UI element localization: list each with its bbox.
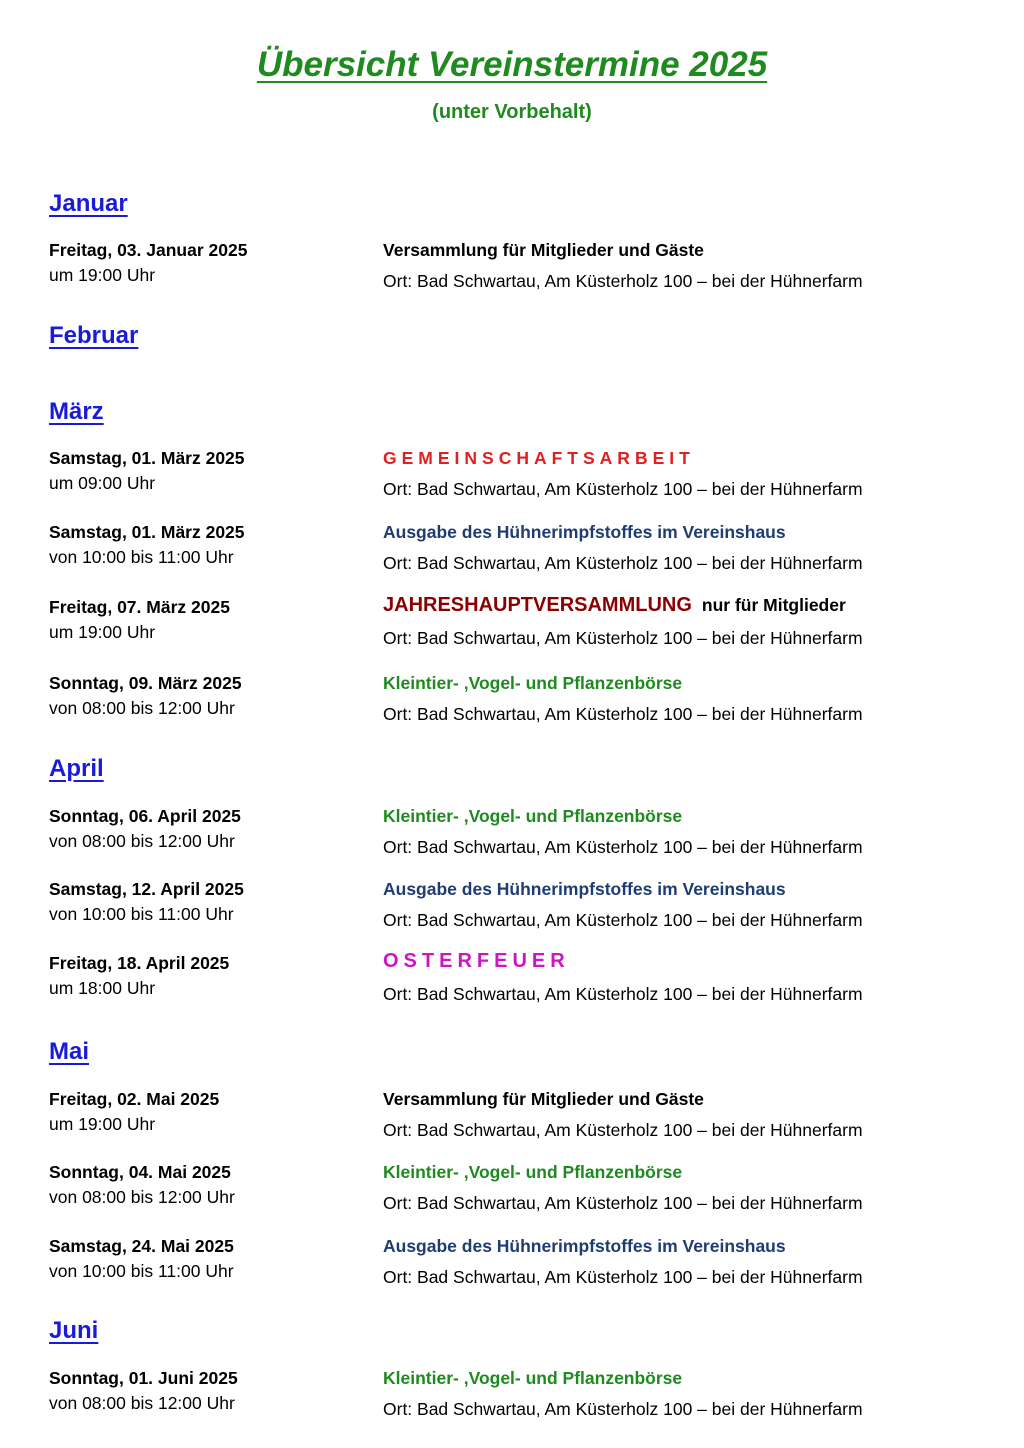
event-date: Freitag, 02. Mai 2025: [49, 1089, 220, 1109]
event-date: Freitag, 18. April 2025: [49, 953, 230, 973]
event-location: Ort: Bad Schwartau, Am Küsterholz 100 – bei der Hühnerfarm: [383, 984, 863, 1004]
event-title-main: JAHRESHAUPTVERSAMMLUNG: [383, 594, 692, 616]
event-time: um 19:00 Uhr: [49, 622, 156, 642]
event-entry: [0, 671, 1024, 731]
event-location: Ort: Bad Schwartau, Am Küsterholz 100 – bei der Hühnerfarm: [383, 910, 863, 930]
event-title: Kleintier- ,Vogel- und Pflanzenbörse: [383, 1368, 683, 1388]
event-time: von 10:00 bis 11:00 Uhr: [49, 904, 234, 924]
event-entry: [0, 804, 1024, 864]
event-time: von 10:00 bis 11:00 Uhr: [49, 547, 234, 567]
event-time: um 09:00 Uhr: [49, 473, 156, 493]
event-title: Ausgabe des Hühnerimpfstoffes im Vereinshaus: [383, 879, 786, 899]
event-entry: [0, 595, 1024, 655]
month-heading-januar[interactable]: Januar: [49, 190, 128, 217]
event-title: [383, 593, 846, 617]
event-entry: [0, 520, 1024, 580]
event-date: Samstag, 01. März 2025: [49, 448, 245, 468]
month-heading-april[interactable]: April: [49, 755, 104, 782]
event-time: um 18:00 Uhr: [49, 978, 156, 998]
event-location: Ort: Bad Schwartau, Am Küsterholz 100 – bei der Hühnerfarm: [383, 479, 863, 499]
event-time: von 08:00 bis 12:00 Uhr: [49, 1187, 235, 1207]
event-date: Sonntag, 06. April 2025: [49, 806, 241, 826]
event-title: Versammlung für Mitglieder und Gäste: [383, 240, 704, 260]
event-location: Ort: Bad Schwartau, Am Küsterholz 100 – bei der Hühnerfarm: [383, 1267, 863, 1287]
month-heading-februar[interactable]: Februar: [49, 322, 139, 349]
event-date: Samstag, 12. April 2025: [49, 879, 244, 899]
month-heading-maerz[interactable]: März: [49, 398, 104, 425]
event-date: Sonntag, 04. Mai 2025: [49, 1162, 231, 1182]
event-title: OSTERFEUER: [383, 950, 570, 972]
event-title: Kleintier- ,Vogel- und Pflanzenbörse: [383, 673, 683, 693]
event-entry: [0, 238, 1024, 298]
event-date: Freitag, 07. März 2025: [49, 597, 230, 617]
event-location: Ort: Bad Schwartau, Am Küsterholz 100 – bei der Hühnerfarm: [383, 271, 863, 291]
event-time: um 19:00 Uhr: [49, 1114, 156, 1134]
event-title: Versammlung für Mitglieder und Gäste: [383, 1089, 704, 1109]
event-entry: [0, 446, 1024, 506]
event-location: Ort: Bad Schwartau, Am Küsterholz 100 – bei der Hühnerfarm: [383, 1399, 863, 1419]
month-heading-juni[interactable]: Juni: [49, 1317, 99, 1344]
page-title: Übersicht Vereinstermine 2025: [256, 45, 768, 84]
event-title: GEMEINSCHAFTSARBEIT: [383, 448, 695, 468]
event-entry: [0, 951, 1024, 1011]
event-time: von 08:00 bis 12:00 Uhr: [49, 698, 235, 718]
event-date: Sonntag, 01. Juni 2025: [49, 1368, 238, 1388]
event-entry: [0, 1160, 1024, 1220]
event-time: von 08:00 bis 12:00 Uhr: [49, 1393, 235, 1413]
event-time: von 10:00 bis 11:00 Uhr: [49, 1261, 234, 1281]
page-subtitle: (unter Vorbehalt): [432, 101, 592, 123]
event-date: Samstag, 01. März 2025: [49, 522, 245, 542]
event-location: Ort: Bad Schwartau, Am Küsterholz 100 – bei der Hühnerfarm: [383, 704, 863, 724]
event-location: Ort: Bad Schwartau, Am Küsterholz 100 – bei der Hühnerfarm: [383, 628, 863, 648]
event-date: Sonntag, 09. März 2025: [49, 673, 242, 693]
month-heading-mai[interactable]: Mai: [49, 1038, 90, 1065]
event-date: Freitag, 03. Januar 2025: [49, 240, 248, 260]
event-time: von 08:00 bis 12:00 Uhr: [49, 831, 235, 851]
event-date: Samstag, 24. Mai 2025: [49, 1236, 234, 1256]
event-entry: [0, 877, 1024, 937]
event-title: Kleintier- ,Vogel- und Pflanzenbörse: [383, 806, 683, 826]
event-entry: [0, 1234, 1024, 1294]
event-title: Kleintier- ,Vogel- und Pflanzenbörse: [383, 1162, 683, 1182]
event-title: Ausgabe des Hühnerimpfstoffes im Vereinshaus: [383, 1236, 786, 1256]
event-title-note: nur für Mitglieder: [701, 595, 846, 615]
event-entry: [0, 1087, 1024, 1147]
event-location: Ort: Bad Schwartau, Am Küsterholz 100 – bei der Hühnerfarm: [383, 553, 863, 573]
event-location: Ort: Bad Schwartau, Am Küsterholz 100 – bei der Hühnerfarm: [383, 1120, 863, 1140]
event-title: Ausgabe des Hühnerimpfstoffes im Vereinshaus: [383, 522, 786, 542]
event-location: Ort: Bad Schwartau, Am Küsterholz 100 – bei der Hühnerfarm: [383, 1193, 863, 1213]
event-time: um 19:00 Uhr: [49, 265, 156, 285]
event-location: Ort: Bad Schwartau, Am Küsterholz 100 – bei der Hühnerfarm: [383, 837, 863, 857]
event-entry: [0, 1366, 1024, 1426]
